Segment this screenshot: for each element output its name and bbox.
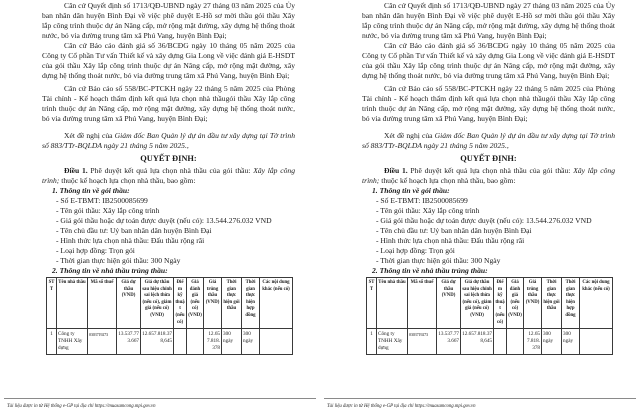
paragraph-citation-1: Căn cứ Quyết định số 1713/QĐ-UBND ngày 27 tháng 03 năm 2025 của Ủy ban nhân dân huyện Bình Đại về việc phê duyệt E-Hồ sơ mời thầu gói thầu Xây lắp công trình thuộc dự án Nâng cấp, mở rộng mặt đường, xây dựng hệ thống thoát nước, bó vỉa đường trung tâm xã Phú Vang, huyện Bình Đại;: [362, 1, 615, 40]
cell-tech-score: [174, 329, 187, 355]
cell-evaluated-price: [187, 329, 204, 355]
winning-contractor-table: [366, 277, 613, 355]
header-contractor: Tên nhà thầu: [57, 278, 88, 329]
article-1-tail: thuộc kế hoạch lựa chọn nhà thầu, bao gồm:: [379, 176, 516, 185]
header-contractor: Tên nhà thầu: [377, 278, 408, 329]
cell-bid-price: 13.537.773.667: [437, 329, 461, 355]
list-item: - Giá gói thầu hoặc dự toán được duyệt (nếu có): 13.544.276.032 VND: [376, 216, 592, 225]
header-other: Các nội dung khác (nếu có): [260, 278, 293, 329]
cell-contract-duration: 300 ngày: [242, 329, 260, 355]
article-1-text: Phê duyệt kết quả lựa chọn nhà thầu của gói thầu:: [87, 166, 254, 175]
cell-evaluated-price: [507, 329, 524, 355]
cell-tech-score: [494, 329, 507, 355]
list-item: - Thời gian thực hiện gói thầu: 300 Ngày: [56, 256, 181, 265]
header-package-duration: Thời gian thực hiện gói thầu: [542, 278, 562, 329]
list-item: - Tên chủ đầu tư: Uỷ ban nhân dân huyện Bình Đại: [56, 226, 212, 235]
cell-award-price: 12.657.818.378: [204, 329, 222, 355]
header-tax-code: Mã số thuế: [88, 278, 117, 329]
cell-tax-code: 0303719273: [408, 329, 437, 355]
header-evaluated-price: Giá đánh giá (nếu có) (VND): [187, 278, 204, 329]
header-package-duration: Thời gian thực hiện gói thầu: [222, 278, 242, 329]
article-1: [362, 166, 615, 186]
article-1-text: Phê duyệt kết quả lựa chọn nhà thầu của gói thầu:: [407, 166, 574, 175]
section-2-heading: 2. Thông tin về nhà thầu trúng thầu:: [52, 266, 168, 275]
cell-adjusted-price: 12.657.818.378,645: [461, 329, 494, 355]
cell-contractor: Công ty TNHH Xây dựng: [57, 329, 88, 355]
list-item: - Tên gói thầu: Xây lắp công trình: [376, 206, 480, 215]
page-content: [42, 1, 295, 355]
cell-other: [580, 329, 613, 355]
table-header-row: [367, 278, 613, 329]
cell-other: [260, 329, 293, 355]
list-item: - Hình thức lựa chọn nhà thầu: Đấu thầu rộng rãi: [376, 236, 525, 245]
header-adjusted-price: Giá dự thầu sau hiệu chỉnh sai lệch thừa (nếu có), giảm giá (nếu có) (VND): [461, 278, 494, 329]
section-1-heading: 1. Thông tin về gói thầu:: [372, 186, 450, 195]
egp-footer-note: Tài liệu được in từ Hệ thống e-GP tại địa chỉ https://muasamcong.mpi.gov.vn: [327, 404, 476, 409]
package-info-list: [362, 196, 615, 266]
egp-footer-note: Tài liệu được in từ Hệ thống e-GP tại địa chỉ https://muasamcong.mpi.gov.vn: [7, 404, 156, 409]
decision-heading: QUYẾT ĐỊNH:: [140, 154, 197, 163]
paragraph-citation-2: Căn cứ Báo cáo đánh giá số 36/BCĐG ngày 10 tháng 05 năm 2025 của Công ty Cổ phần Tư vấn Thiết kế và xây dựng Gia Long về việc đánh giá E-HSDT của gói thầu Xây lắp công trình thuộc dự án Nâng cấp, mở rộng mặt đường, xây dựng hệ thống thoát nước, bó vỉa đường trung tâm xã Phú Vang, huyện Bình Đại;: [362, 41, 615, 80]
header-tech-score: Điểm kỹ thuật (nếu có): [174, 278, 187, 329]
header-bid-price: Giá dự thầu (VND): [117, 278, 141, 329]
winning-contractor-table: [46, 277, 293, 355]
table-header-row: [47, 278, 293, 329]
cell-bid-price: 13.537.773.667: [117, 329, 141, 355]
article-1-label: Điều 1.: [64, 166, 88, 175]
article-1: [42, 166, 295, 186]
header-bid-price: Giá dự thầu (VND): [437, 278, 461, 329]
decision-heading: QUYẾT ĐỊNH:: [460, 154, 517, 163]
article-1-label: Điều 1.: [384, 166, 408, 175]
document-page-right: [320, 0, 640, 414]
proposal-prefix: Xét đề nghị của: [384, 131, 435, 140]
header-tech-score: Điểm kỹ thuật (nếu có): [494, 278, 507, 329]
header-award-price: Giá trúng thầu (VND): [204, 278, 222, 329]
table-row: [47, 329, 293, 355]
proposal-italic: Giám đốc Ban Quản lý dự án đầu tư xây dựng tại Tờ trình số 883/TTr-BQLDA ngày 21 tháng 5 năm 2025.,: [42, 131, 295, 150]
header-other: Các nội dung khác (nếu có): [580, 278, 613, 329]
list-item: - Loại hợp đồng: Trọn gói: [56, 246, 135, 255]
cell-contract-duration: 300 ngày: [562, 329, 580, 355]
paragraph-citation-3: Căn cứ Báo cáo số 558/BC-PTCKH ngày 22 tháng 5 năm 2025 của Phòng Tài chính - Kế hoạch thẩm định kết quả lựa chọn nhà thầugói thầu Xây lắp công trình thuộc dự án Nâng cấp, mở rộng mặt đường, xây dựng hệ thống thoát nước, bó vỉa đường trung tâm xã Phú Vang, huyện Bình Đại;: [42, 84, 295, 123]
footer-divider: [324, 398, 636, 399]
header-adjusted-price: Giá dự thầu sau hiệu chỉnh sai lệch thừa (nếu có), giảm giá (nếu có) (VND): [141, 278, 174, 329]
paragraph-citation-3: Căn cứ Báo cáo số 558/BC-PTCKH ngày 22 tháng 5 năm 2025 của Phòng Tài chính - Kế hoạch thẩm định kết quả lựa chọn nhà thầugói thầu Xây lắp công trình thuộc dự án Nâng cấp, mở rộng mặt đường, xây dựng hệ thống thoát nước, bó vỉa đường trung tâm xã Phú Vang, huyện Bình Đại;: [362, 84, 615, 123]
header-stt: STT: [47, 278, 57, 329]
cell-stt: 1: [47, 329, 57, 355]
article-1-tail: thuộc kế hoạch lựa chọn nhà thầu, bao gồm:: [59, 176, 196, 185]
paragraph-proposal: [362, 131, 615, 151]
header-stt: STT: [367, 278, 377, 329]
list-item: - Giá gói thầu hoặc dự toán được duyệt (nếu có): 13.544.276.032 VND: [56, 216, 272, 225]
cell-package-duration: 300 ngày: [542, 329, 562, 355]
proposal-prefix: Xét đề nghị của: [64, 131, 115, 140]
cell-adjusted-price: 12.657.818.378,645: [141, 329, 174, 355]
proposal-italic: Giám đốc Ban Quản lý dự án đầu tư xây dựng tại Tờ trình số 883/TTr-BQLDA ngày 21 tháng 5 năm 2025.,: [362, 131, 615, 150]
section-1-heading: 1. Thông tin về gói thầu:: [52, 186, 130, 195]
header-contract-duration: Thời gian thực hiện hợp đồng: [562, 278, 580, 329]
cell-package-duration: 300 ngày: [222, 329, 242, 355]
header-evaluated-price: Giá đánh giá (nếu có) (VND): [507, 278, 524, 329]
section-2-heading: 2. Thông tin về nhà thầu trúng thầu:: [372, 266, 488, 275]
package-info-list: [42, 196, 295, 266]
cell-stt: 1: [367, 329, 377, 355]
list-item: - Tên chủ đầu tư: Uỷ ban nhân dân huyện Bình Đại: [376, 226, 532, 235]
paragraph-citation-2: Căn cứ Báo cáo đánh giá số 36/BCĐG ngày 10 tháng 05 năm 2025 của Công ty Cổ phần Tư vấn Thiết kế và xây dựng Gia Long về việc đánh giá E-HSDT của gói thầu Xây lắp công trình thuộc dự án Nâng cấp, mở rộng mặt đường, xây dựng hệ thống thoát nước, bó vỉa đường trung tâm xã Phú Vang, huyện Bình Đại;: [42, 41, 295, 80]
list-item: - Số E-TBMT: IB2500085699: [376, 196, 468, 205]
article-1-italic: Xây lắp công trình;: [362, 166, 615, 185]
footer-divider: [4, 398, 316, 399]
list-item: - Tên gói thầu: Xây lắp công trình: [56, 206, 160, 215]
paragraph-citation-1: Căn cứ Quyết định số 1713/QĐ-UBND ngày 27 tháng 03 năm 2025 của Ủy ban nhân dân huyện Bình Đại về việc phê duyệt E-Hồ sơ mời thầu gói thầu Xây lắp công trình thuộc dự án Nâng cấp, mở rộng mặt đường, xây dựng hệ thống thoát nước, bó vỉa đường trung tâm xã Phú Vang, huyện Bình Đại;: [42, 1, 295, 40]
header-award-price: Giá trúng thầu (VND): [524, 278, 542, 329]
cell-tax-code: 0303719273: [88, 329, 117, 355]
page-content: [362, 1, 615, 355]
article-1-italic: Xây lắp công trình;: [42, 166, 295, 185]
table-row: [367, 329, 613, 355]
header-contract-duration: Thời gian thực hiện hợp đồng: [242, 278, 260, 329]
list-item: - Loại hợp đồng: Trọn gói: [376, 246, 455, 255]
list-item: - Thời gian thực hiện gói thầu: 300 Ngày: [376, 256, 501, 265]
list-item: - Số E-TBMT: IB2500085699: [56, 196, 148, 205]
paragraph-proposal: [42, 131, 295, 151]
header-tax-code: Mã số thuế: [408, 278, 437, 329]
list-item: - Hình thức lựa chọn nhà thầu: Đấu thầu rộng rãi: [56, 236, 205, 245]
cell-award-price: 12.657.818.378: [524, 329, 542, 355]
cell-contractor: Công ty TNHH Xây dựng: [377, 329, 408, 355]
